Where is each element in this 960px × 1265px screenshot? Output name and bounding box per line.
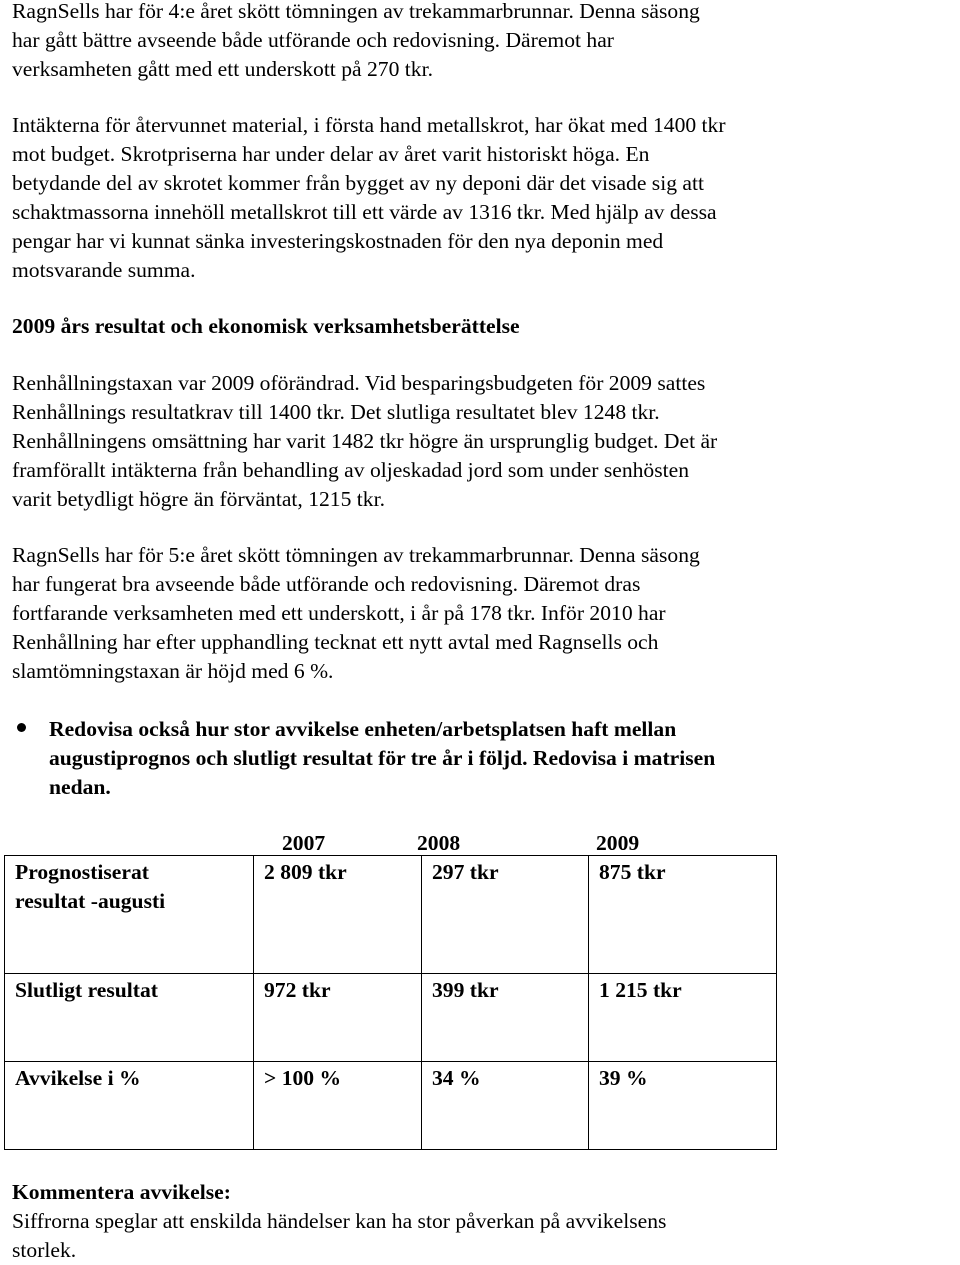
- row-label-line: Avvikelse i %: [15, 1066, 141, 1090]
- bullet-icon: [17, 723, 26, 732]
- table-cell: 297 tkr: [422, 856, 589, 974]
- text-line: pengar har vi kunnat sänka investeringskostnaden för den nya deponin med: [12, 229, 664, 253]
- text-line: har gått bättre avseende både utförande och redovisning. Däremot har: [12, 28, 614, 52]
- paragraph-ragnsells-2009: [12, 541, 952, 686]
- heading-text: 2009 års resultat och ekonomisk verksamhetsberättelse: [12, 314, 520, 338]
- row-label-line: Prognostiserat: [15, 860, 149, 884]
- year-header-2009: 2009: [596, 831, 640, 855]
- comment-text-line: storlek.: [12, 1238, 77, 1262]
- text-line: slamtömningstaxan är höjd med 6 %.: [12, 659, 334, 683]
- row-label: [5, 1062, 254, 1150]
- row-label-line: Slutligt resultat: [15, 978, 158, 1002]
- table-cell: 972 tkr: [254, 974, 422, 1062]
- table-cell: 399 tkr: [422, 974, 589, 1062]
- bullet-instruction: [49, 715, 949, 802]
- year-header-2008: 2008: [417, 831, 461, 855]
- text-line: schaktmassorna innehöll metallskrot till ett värde av 1316 tkr. Med hjälp av dessa: [12, 200, 717, 224]
- text-line: RagnSells har för 4:e året skött tömningen av trekammarbrunnar. Denna säsong: [12, 0, 700, 23]
- paragraph-ragnsells-2008: [12, 0, 952, 84]
- table-cell: 1 215 tkr: [589, 974, 777, 1062]
- text-line: betydande del av skrotet kommer från bygget av ny deponi där det visade sig att: [12, 171, 704, 195]
- text-line: verksamheten gått med ett underskott på 270 tkr.: [12, 57, 433, 81]
- row-label: [5, 974, 254, 1062]
- table-cell: 875 tkr: [589, 856, 777, 974]
- table-cell: > 100 %: [254, 1062, 422, 1150]
- text-line: Renhållning har efter upphandling tecknat ett nytt avtal med Ragnsells och: [12, 630, 659, 654]
- text-line: Intäkterna för återvunnet material, i första hand metallskrot, har ökat med 1400 tkr: [12, 113, 726, 137]
- comment-text-line: Siffrorna speglar att enskilda händelser kan ha stor påverkan på avvikelsens: [12, 1209, 667, 1233]
- section-heading: [12, 312, 952, 341]
- comment-section: [12, 1178, 952, 1265]
- text-line: framförallt intäkterna från behandling av oljeskadad jord som under senhösten: [12, 458, 689, 482]
- comment-heading: Kommentera avvikelse:: [12, 1180, 231, 1204]
- table-cell: 39 %: [589, 1062, 777, 1150]
- result-matrix: [4, 855, 777, 1150]
- table-row: [5, 1062, 777, 1150]
- text-line: mot budget. Skrotpriserna har under delar av året varit historiskt höga. En: [12, 142, 650, 166]
- text-line: har fungerat bra avseende både utförande och redovisning. Däremot dras: [12, 572, 641, 596]
- text-line: nedan.: [49, 775, 111, 799]
- table-row: [5, 974, 777, 1062]
- row-label-line: resultat -augusti: [15, 889, 166, 913]
- text-line: Renhållnings resultatkrav till 1400 tkr. Det slutliga resultatet blev 1248 tkr.: [12, 400, 660, 424]
- text-line: Renhållningstaxan var 2009 oförändrad. Vid besparingsbudgeten för 2009 sattes: [12, 371, 706, 395]
- table-cell: 34 %: [422, 1062, 589, 1150]
- text-line: Renhållningens omsättning har varit 1482 tkr högre än ursprunglig budget. Det är: [12, 429, 718, 453]
- year-header-2007: 2007: [282, 831, 326, 855]
- row-label: [5, 856, 254, 974]
- paragraph-intakter: [12, 111, 952, 285]
- table-row: [5, 856, 777, 974]
- paragraph-renhallningstaxan: [12, 369, 952, 514]
- text-line: varit betydligt högre än förväntat, 1215 tkr.: [12, 487, 385, 511]
- text-line: Redovisa också hur stor avvikelse enheten/arbetsplatsen haft mellan: [49, 717, 677, 741]
- text-line: fortfarande verksamheten med ett underskott, i år på 178 tkr. Inför 2010 har: [12, 601, 666, 625]
- table-cell: 2 809 tkr: [254, 856, 422, 974]
- text-line: RagnSells har för 5:e året skött tömningen av trekammarbrunnar. Denna säsong: [12, 543, 700, 567]
- text-line: motsvarande summa.: [12, 258, 196, 282]
- text-line: augustiprognos och slutligt resultat för tre år i följd. Redovisa i matrisen: [49, 746, 716, 770]
